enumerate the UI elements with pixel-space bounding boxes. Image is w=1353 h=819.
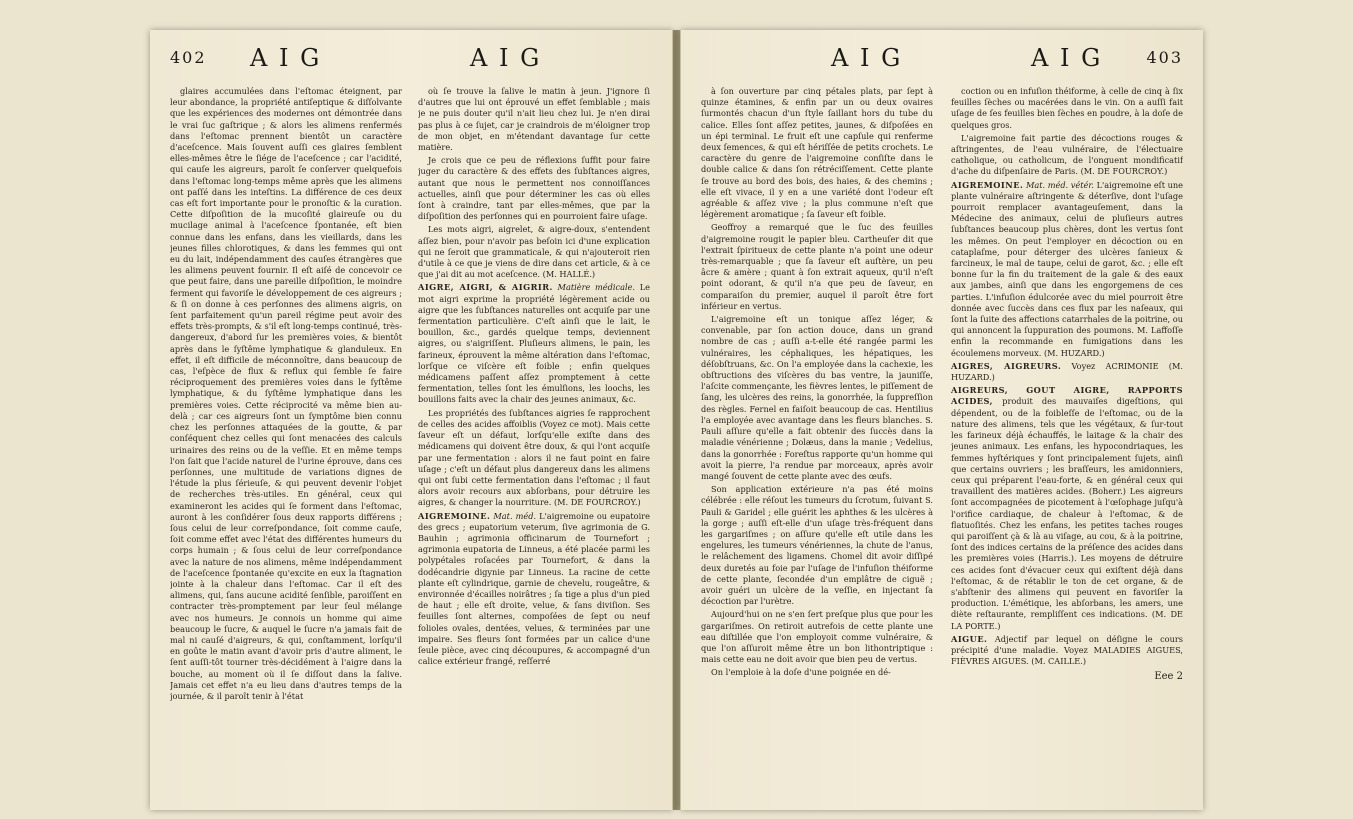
right-page-column-1 [701,86,933,802]
right-page [680,30,1203,810]
paragraph-text: L'aigremoine fait partie des décoctions rouges & aſtringentes, de l'eau vulnéraire, de l'électuaire catholique, ou catholicum, de l'onguent mondificatif d'ache du diſpenſaire de Paris. (M. DE FOURCROY.) [951,132,1183,177]
right-header-right-title: A I G [1031,44,1103,72]
left-page [150,30,673,810]
entry-headword: AIGUE. [951,633,988,644]
paragraph-text: Les mots aigri, aigrelet, & aigre-doux, s'entendent aſſez bien, pour n'avoir pas beſoin ici d'une explication qui ne ſeroit que grammaticale, & qui n'ajouteroit rien d'utile à ce que je viens de dire dans cet article, & à ce que j'ai dit au mot aceſcence. (M. HALLÉ.) [418,224,650,280]
right-header-left-title: A I G [831,44,903,72]
paragraph-text: L'aigremoine eſt une plante vulnéraire aſtringente & déterſive, dont l'uſage pourroit remplacer avantageuſement, dans la Médecine des animaux, celui de pluſieurs autres ſubſtances beaucoup plus chères, dont les vertus ſont les mêmes. On peut l'employer en décoction ou en cataplaſme, pour déterger des ulcères ſanieux & farcineux, le mal de taupe, celui de garot, &c. ; elle eſt bonne ſur la fin du traitement de la gale & des eaux aux jambes, ainſi que dans les engorgemens de ces parties. L'infuſion édulcorée avec du miel pourroit être donnée avec ſuccès dans ces flux par les naſeaux, qui ſont la ſuite des affections catarrhales de la poitrine, ou qui annoncent la ſuppuration des poumons. M. Laffoſſe enfin la recommande en fumigations dans les écoulemens morveux. (M. HUZARD.) [951,179,1183,358]
paragraph [701,86,933,220]
paragraph [701,222,933,312]
dictionary-entry [951,180,1183,359]
paragraph-text: Geoffroy a remarqué que le ſuc des feuilles d'aigremoine rougit le papier bleu. Cartheuſer dit que l'extrait ſpiritueux de cette plante n'a point une odeur très-remarquable ; que ſa ſaveur eſt auſtère, un peu âcre & amère ; quant à ſon extrait aqueux, qu'il n'eſt point odorant, & qu'il n'a que peu de ſaveur, en comparaiſon du premier, auquel il paroît être fort inférieur en vertus. [701,222,933,311]
paragraph [701,314,933,482]
paragraph [418,408,650,509]
paragraph-text: Je crois que ce peu de réflexions ſuffit pour faire juger du caractère & des effets des ſubſtances aigres, autant que nous le permettent nos connoiſſances actuelles, ainſi que pour déterminer les cas où elles ſont à craindre, tant par elles-mêmes, que par la diſpoſition des perſonnes qui en pourroient faire uſage. [418,155,650,222]
paragraph-text: Le mot aigri exprime la propriété légèrement acide ou aigre que les ſubſtances naturelles ont acquiſe par une fermentation particulière. C'eſt ainſi que le lait, le bouillon, &c., gardés quelque temps, deviennent aigres, ou s'aigriſſent. Pluſieurs alimens, le pain, les farineux, éprouvent la même altération dans l'eſtomac, lorſque ce viſcère eſt foible ; enfin quelques médicamens paſſent aſſez promptement à cette fermentation, telles ſont les émulſions, les loochs, les bouillons faits avec la chair des jeunes animaux, &c. [418,282,650,405]
left-page-number: 402 [170,48,207,67]
right-page-column-2 [951,86,1183,802]
paragraph-text: Adjectif par lequel on déſigne le cours précipité d'une maladie. Voyez MALADIES AIGUES, FIÈVRES AIGUES. (M. CAILLE.) [951,633,1183,667]
left-header-left-title: A I G [250,44,322,72]
left-header-right-title: A I G [470,44,542,72]
paragraph-text: Les propriétés des ſubſtances aigries ſe rapprochent de celles des acides affoiblis (Voyez ce mot). Mais cette ſaveur eſt un défaut, lorſqu'elle exiſte dans des médicamens qui doivent être doux, & qui l'ont acquiſe par une fermentation : alors il ne faut point en faire uſage ; c'eſt un défaut plus dangereux dans les alimens qui ont ſubi cette fermentation dans l'eſtomac ; il faut alors avoir recours aux abſorbans, pour détruire les aigres, & changer la nourriture. (M. DE FOURCROY.) [418,407,650,508]
paragraph [701,484,933,607]
dictionary-entry [951,634,1183,668]
entry-category: Mat. méd. [490,510,537,521]
paragraph-text: L'aigremoine ou eupatoire des grecs ; eupatorium veterum, ſive agrimonia de G. Bauhin ; agrimonia officinarum de Tournefort ; agrimonia eupatoria de Linneus, a été placée parmi les polypétales roſacées par Tournefort, & dans la dodécandrie digynie par Linneus. La racine de cette plante eſt cylindrique, garnie de chevelu, rougeâtre, & environnée d'écailles noirâtres ; ſa tige a plus d'un pied de haut ; elle eſt droite, velue, & ſans diviſion. Ses feuilles ſont alternes, compoſées de ſept ou neuf folioles ovales, dentées, velues, & terminées par une impaire. Ses fleurs ſont formées par un calice d'une ſeule pièce, avec cinq découpures, & accompagné d'un calice extérieur frangé, reſſerré [418,510,650,667]
paragraph [418,155,650,222]
left-page-column-2 [418,86,650,802]
dictionary-entry [951,385,1183,631]
paragraph [701,667,933,678]
paragraph-text: Son application extérieure n'a pas été moins célébrée : elle réſout les tumeurs du ſcrotum, ſuivant S. Pauli & Garidel ; elle guérit les aphthes & les ulcères à la gorge ; auſſi eſt-elle d'un uſage très-fréquent dans les gargariſmes ; on aſſure qu'elle eſt utile dans les engelures, les tumeurs vénériennes, la chute de l'anus, le relâchement des ligamens. Chomel dit avoir diſſipé deux duretés au foie par l'uſage de l'infuſion théiforme de cette plante, ſecondée d'un emplâtre de ciguë ; avoir guéri un ulcère de la veſſie, en injectant ſa décoction par l'urètre. [701,484,933,607]
paragraph-text: glaires accumulées dans l'eſtomac éteignent, par leur abondance, la propriété antiſeptique & diſſolvante que les expériences des modernes ont démontrée dans le vrai ſuc gaſtrique ; & alors les alimens renfermés dans l'eſtomac prennent bientôt un caractère d'aceſcence. Mais ſouvent auſſi ces glaires ſemblent elles-mêmes être le ſiége de l'aceſcence ; car l'acidité, qui cauſe les aigreurs, paroît ſe conſerver quelquefois dans l'eſtomac long-temps même après que les alimens ont paſſé dans les inteſtins. La différence de ces deux cas eſt fort importante pour le pronoſtic & la curation. Cette diſpoſition de la mucoſité glaireuſe ou du mucilage animal à l'aceſcence ſpontanée, eſt bien connue dans les enfans, dans les vieillards, dans les jeunes filles chlorotiques, & dans les femmes qui ont eu du lait, indépendamment des cauſes étrangères que les alimens peuvent fournir. Il eſt aiſé de concevoir ce que peut faire, dans une pareille diſpoſition, le moindre ferment qui favoriſe le développement de ces aigreurs ; & ſi on donne à ces perſonnes des alimens aigris, on ſent parfaitement qu'un pareil régime peut avoir des effets très-prompts, & s'il eſt long-temps continué, très-dangereux, d'abord ſur les premières voies, & bientôt après dans le ſyſtême lymphatique & glanduleux. En effet, il eſt difficile de méconnoître, dans beaucoup de cas, l'eſpèce de flux & reflux qui ſemble ſe faire réciproquement des premières voies dans le ſyſtême lymphatique, & du ſyſtême lymphatique dans les premières voies. Cette réciprocité va même bien au-delà ; car ces aigreurs ſont un ſymptôme bien connu chez les perſonnes attaquées de la goutte, & par conſéquent chez celles qui ſont menacées des calculs urinaires des reins ou de la veſſie. Et en même temps l'on ſait que l'acide naturel de l'urine éprouve, dans ces perſonnes, une multitude de variations dignes de l'étude la plus ſérieuſe, & qui peuvent devenir l'objet de recherches très-utiles. En général, ceux qui examineront les acides qui ſe forment dans l'eſtomac, auront à les conſidérer ſous deux rapports différens ; ſous celui de leur correſpondance, ſoit comme cauſe, ſoit comme effet avec l'état des différentes humeurs du corps humain ; & ſous celui de leur correſpondance avec la nature de nos alimens, même indépendamment de l'aceſcence ſpontanée qu'excite en eux la ſtagnation jointe à la chaleur dans l'eſtomac. Car il eſt des alimens, qui, ſans aucune acidité ſenſible, paroiſſent en contracter très-promptement par leur ſeul mélange avec nos humeurs. Je connois un homme qui aime beaucoup le ſucre, & auquel le ſucre n'a jamais fait de mal ni cauſé d'aigreurs, & qui, conſtamment, lorſqu'il en goûte le matin avant d'avoir pris d'autre aliment, le ſent auſſi-tôt tourner très-décidément à l'aigre dans la bouche, au moment où il ſe diſſout dans la ſalive. Jamais cet effet n'a eu lieu dans d'autres temps de la journée, & il paroît tenir à l'état [170,86,402,701]
paragraph-text: produit des mauvaiſes digeſtions, qui dépendent, ou de la foibleſſe de l'eſtomac, ou de la nature des alimens, tels que les végétaux, & ſur-tout les farineux déjà échauffés, le laitage & la chair des jeunes animaux. Les enfans, les hypocondriaques, les femmes hyſtériques y ſont principalement ſujets, ainſi que certains ouvriers ; les braſſeurs, les amidonniers, ceux qui préparent l'eau-forte, & en général ceux qui travaillent des matières acides. (Boherr.) Les aigreurs ſont accompagnées de picotement à l'œſophage juſqu'à l'orifice cardiaque, de chaleur à l'eſtomac, & de flatuoſités. Chez les enfans, les petites taches rouges qui paroiſſent çà & là au viſage, au cou, & à la poitrine, ſont des indices certains de la préſence des acides dans les premières voies (Harris.). Les moyens de détruire ces acides ſont d'évacuer ceux qui exiſtent déjà dans l'eſtomac, & de rétablir le ton de cet organe, & de s'abſtenir des alimens qui peuvent en favoriſer la production. L'émétique, les abſorbans, les amers, une diète reſtaurante, rempliſſent ces indications. (M. DE LA PORTE.) [951,396,1183,631]
entry-category: Matière médicale. [552,282,636,293]
paragraph-text: Aujourd'hui on ne s'en ſert preſque plus que pour les gargariſmes. On retiroit autrefois de cette plante une eau diſtillée que l'on employoit comme vulnéraire, & que l'on aſſuroit même être un bon lithontriptique : mais cette eau ne doit avoir que bien peu de vertus. [701,609,933,665]
paragraph [951,133,1183,178]
paragraph-text: L'aigremoine eſt un tonique aſſez léger, & convenable, par ſon action douce, dans un grand nombre de cas ; auſſi a-t-elle été rangée parmi les vulnéraires, les céphaliques, les hépatiques, les déſobſtruans, &c. On l'a employée dans la cachexie, les obſtructions des viſcères du bas ventre, la jauniſſe, l'aſcite commençante, les fièvres lentes, le piſſement de ſang, les ulcères des reins, la gonorrhée, la ſuppreſſion des règles. Fernel en faiſoit beaucoup de cas. Hentilius l'a employée avec avantage dans les fleurs blanches. S. Pauli aſſure qu'elle a fait obtenir des ſuccès dans la maladie vénérienne ; Dolæus, dans la manie ; Vedelius, dans la gonorrhée : Foreſtus rapporte qu'un homme qui avoit la pierre, l'a rendue par morceaux, après avoir mangé ſouvent de cette plante avec des œufs. [701,314,933,481]
paragraph [170,86,402,702]
entry-headword: AIGREMOINE. [951,179,1024,190]
paragraph-text: Voyez ACRIMONIE (M. HUZARD.) [951,360,1183,383]
dictionary-entry [418,511,650,668]
right-page-header [701,44,1183,78]
paragraph-text: On l'emploie à la doſe d'une poignée en dé- [711,667,891,678]
paragraph-text: où ſe trouve la ſalive le matin à jeun. J'ignore ſi d'autres que lui ont éprouvé un effet ſemblable ; mais je ne puis douter qu'il n'ait lieu chez lui. Je n'en dirai pas plus à ce ſujet, car je craindrois de m'éloigner trop de mon objet, en m'étendant davantage ſur cette matière. [418,86,650,153]
entry-category: Mat. méd. vétér. [1023,179,1094,190]
signature-mark: Eee 2 [1154,671,1183,683]
entry-headword: AIGREURS, GOUT AIGRE, RAPPORTS ACIDES, [951,385,1183,407]
paragraph [701,609,933,665]
entry-headword: AIGRE, AIGRI, & AIGRIR. [418,282,553,293]
paragraph [418,224,650,280]
paragraph [951,86,1183,131]
paragraph-text: coction ou en infuſion théiforme, à celle de cinq à ſix feuilles ſèches ou macérées dans le vin. On a auſſi fait uſage de ſes feuilles bien ſèches en poudre, à la doſe de quelques gros. [951,86,1183,130]
left-page-column-1 [170,86,402,802]
entry-headword: AIGRES, AIGREURS. [951,360,1062,371]
dictionary-entry [418,282,650,405]
paragraph [418,86,650,153]
dictionary-entry [951,361,1183,383]
paragraph-text: à ſon ouverture par cinq pétales plats, par ſept à quinze étamines, & enfin par un ou deux ovaires ſurmontés chacun d'un ſtyle ſaillant hors du tube du calice. Elles ſont aſſez petites, jaunes, & diſpoſées en un épi terminal. Le fruit eſt une capſule qui renferme deux ſemences, & qui eſt hériſſée de petits crochets. Le caractère du genre de l'aigremoine conſiſte dans le double calice & dans ſon rétréciſſement. Cette plante ſe trouve au bord des bois, des haies, & des chemins ; elle eſt vivace, il y en a une variété dont l'odeur eſt agréable & aſſez vive ; la plus commune n'eſt que légèrement aromatique ; ſa ſaveur eſt foible. [701,86,933,220]
left-page-header [170,44,652,78]
right-page-number: 403 [1146,48,1183,67]
entry-headword: AIGREMOINE. [418,510,491,521]
